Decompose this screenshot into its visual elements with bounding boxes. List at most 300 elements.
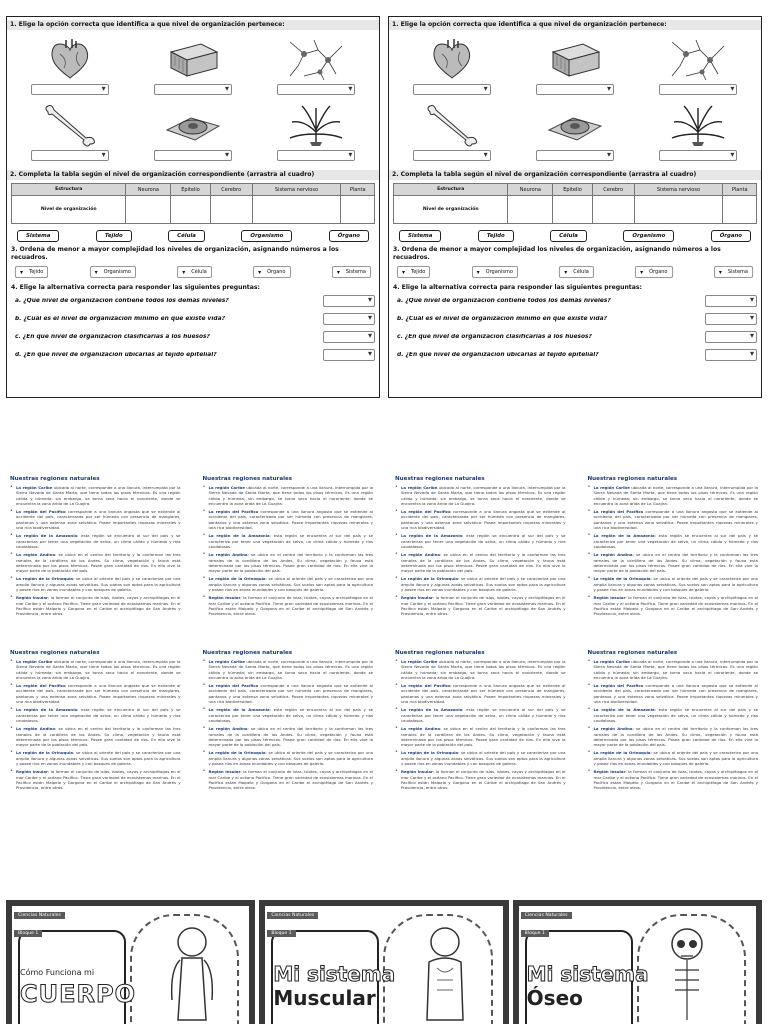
chip-tejido[interactable]: Tejido bbox=[478, 230, 514, 242]
bullet-icon: • bbox=[202, 706, 206, 713]
chip-organismo[interactable]: Organismo bbox=[241, 230, 292, 242]
cover-subject-tag: Ciencias Naturales bbox=[521, 912, 572, 919]
reading-paragraph bbox=[16, 533, 181, 549]
reading-paragraph bbox=[16, 552, 181, 573]
reading-item bbox=[588, 750, 759, 766]
dropdown-plant[interactable] bbox=[659, 150, 737, 161]
dropdown-plant[interactable] bbox=[277, 150, 355, 161]
question-text: c. ¿En qué nivel de organización clasificarías a los huesos? bbox=[397, 334, 592, 340]
region-name: La región Caribe bbox=[208, 659, 245, 664]
drop-cell[interactable] bbox=[723, 196, 757, 224]
table-header: Sistema nervioso bbox=[252, 184, 341, 196]
bullet-icon: • bbox=[202, 551, 206, 558]
order-select-organismo[interactable] bbox=[90, 266, 136, 278]
reading-paragraph bbox=[208, 576, 373, 592]
region-name: La región de la Amazonia bbox=[400, 707, 463, 713]
answer-dropdown-c[interactable] bbox=[323, 331, 375, 343]
bullet-icon: • bbox=[395, 484, 398, 490]
bullet-icon: • bbox=[395, 594, 398, 601]
order-select-celula[interactable] bbox=[559, 266, 594, 278]
bullet-icon: • bbox=[202, 768, 206, 775]
order-select-tejido[interactable] bbox=[397, 266, 430, 278]
question-text: b. ¿Cuál es el nivel de organización mínimo en que existe vida? bbox=[397, 316, 607, 322]
drop-cell[interactable] bbox=[252, 196, 341, 224]
reading-paragraph bbox=[401, 595, 566, 616]
chevron-down-icon: ▾ bbox=[336, 268, 340, 276]
dropdown-neurons[interactable] bbox=[659, 84, 737, 95]
reading-paragraph bbox=[16, 509, 181, 530]
cover-subtitle: Mi sistema bbox=[273, 962, 396, 986]
chip-organismo[interactable]: Organismo bbox=[623, 230, 674, 242]
reading-item bbox=[588, 683, 759, 704]
row-label: Nivel de organización bbox=[12, 196, 126, 224]
reading-card bbox=[199, 472, 378, 640]
reading-item bbox=[588, 595, 759, 616]
cover-block-tag: Bloque 1 bbox=[521, 930, 549, 937]
region-name: La región Andina bbox=[593, 552, 633, 558]
order-label: Sistema bbox=[345, 269, 366, 275]
answer-dropdown-a[interactable] bbox=[323, 295, 375, 307]
region-text: : esta región se encuentra al sur del país y se caracteriza por tener una vegetación de selva, un clima cálido y húmedo y ríos caudalosos. bbox=[400, 707, 566, 723]
reading-title: Nuestras regiones naturales bbox=[587, 476, 678, 482]
organization-table bbox=[393, 183, 757, 224]
region-name: La región de la Orinoquia bbox=[208, 750, 266, 756]
cover-block-tag: Bloque 1 bbox=[14, 930, 42, 937]
bullet-icon: • bbox=[395, 508, 398, 515]
region-text: : la forman el conjunto de islas, islotes, cayos y archipiélagos en el mar Caribe y el océano Pacífico. Tiene gran variedad de ecosistemas marinos. En el Pacífico están Malpelo y Gorgona en el Caribe el archipiélago de San Andrés y Providencia, entre otros. bbox=[593, 595, 759, 617]
reading-title: Nuestras regiones naturales bbox=[10, 650, 100, 656]
chevron-down-icon: ▾ bbox=[564, 268, 568, 276]
region-text: : se ubica al oriente del país y se caracteriza por una amplia llanura y algunas zonas selváticas. Sus suelos son aptos para la agricultura y posee ríos en zonas inundables y con bosques de galería. bbox=[593, 576, 758, 593]
reading-paragraph bbox=[16, 485, 181, 506]
region-text: : esta región se encuentra al sur del país y se caracteriza por tener una vegetación de selva, un clima cálido y húmedo y ríos caudalosos. bbox=[208, 707, 373, 723]
region-name: La región del Pacífico bbox=[15, 683, 66, 689]
drop-cell[interactable] bbox=[171, 196, 210, 224]
region-name: La región del Pacífico bbox=[400, 683, 451, 689]
region-text: corresponde a una llanura angosta que se extiende al occidente del país, caracterizada por ser húmeda con presencia de manglares, pantanos y una extensa zona selvática. Posee importantes riquezas minerales y una rica biodiversidad. bbox=[593, 683, 759, 705]
worksheet-row bbox=[6, 16, 762, 398]
region-text: : se ubica en el centro del territorio y la conforman las tres ramales de la cordillera de los Andes. Su clima, vegetación y fauna está determinada por los pisos térmicos. Posee gran cantidad de ríos. En ella vive la mayor parte de la población del país. bbox=[400, 726, 566, 748]
region-name: La región del Pacífico bbox=[208, 509, 259, 515]
region-text: : esta región se encuentra al sur del país y se caracteriza por tener una vegetación de selva, un clima cálido y húmedo y ríos caudalosos. bbox=[400, 533, 566, 549]
reading-item bbox=[395, 707, 566, 723]
cover-muscular bbox=[259, 900, 508, 1024]
region-name: Región Insular bbox=[593, 595, 626, 601]
bullet-icon: • bbox=[395, 575, 398, 582]
region-text: corresponde a una llanura angosta que se extiende al occidente del país, caracterizada por ser húmeda con presencia de manglares, pantanos y una extensa zona selvática. Posee importantes riquezas minerales y una rica biodiversidad. bbox=[208, 683, 374, 705]
region-text: : se ubica al oriente del país y se caracteriza por una amplia llanura y algunas zonas selváticas. Sus suelos son aptos para la agricultura y posee ríos en zonas inundables y con bosques de galería. bbox=[593, 750, 758, 767]
bullet-icon: • bbox=[10, 551, 13, 558]
reading-item bbox=[395, 576, 566, 592]
region-name: La región Andina bbox=[400, 552, 441, 558]
bullet-icon: • bbox=[587, 551, 591, 558]
bone-image bbox=[11, 102, 128, 148]
region-name: La región del Pacífico bbox=[15, 509, 66, 515]
reading-title: Nuestras regiones naturales bbox=[202, 476, 293, 482]
region-name: La región del Pacífico bbox=[400, 509, 451, 515]
reading-item bbox=[203, 485, 374, 506]
bullet-icon: • bbox=[395, 682, 398, 689]
region-text: : esta región se encuentra al sur del país y se caracteriza por tener una vegetación de selva, un clima cálido y húmedo y ríos caudalosos. bbox=[15, 533, 181, 549]
table-header: Planta bbox=[341, 184, 375, 196]
reading-paragraph bbox=[401, 485, 566, 506]
reading-item bbox=[395, 533, 566, 549]
reading-paragraph bbox=[208, 552, 373, 573]
bullet-icon: • bbox=[202, 575, 206, 582]
order-label: Órgano bbox=[267, 269, 286, 275]
reading-paragraph bbox=[401, 769, 566, 790]
region-text: ubicada al norte, corresponde a una llanura, interrumpida por la Sierra Nevada de Santa Marta, que tiene todos los pisos térmicos. Es una región cálida y húmeda; sin embargo, se torna seca hacia el nororiente, donde se encuentra la zona árida de La Guajira. bbox=[15, 659, 181, 680]
bullet-icon: • bbox=[587, 682, 591, 689]
region-name: La región Andina bbox=[208, 726, 248, 732]
bullet-icon: • bbox=[10, 532, 13, 539]
order-label: Organismo bbox=[485, 269, 513, 275]
reading-paragraph bbox=[593, 485, 758, 506]
region-name: La región del Pacífico bbox=[208, 683, 259, 689]
region-text: : se ubica al oriente del país y se caracteriza por una amplia llanura y algunas zonas selváticas. Sus suelos son aptos para la agricultura y posee ríos en zonas inundables y con bosques de galería. bbox=[15, 576, 181, 593]
chip-celula[interactable]: Célula bbox=[550, 230, 587, 242]
table-header: Planta bbox=[723, 184, 757, 196]
neurons-image bbox=[258, 36, 375, 82]
cover-block-tag: Bloque 1 bbox=[267, 930, 295, 937]
reading-item bbox=[203, 707, 374, 723]
bullet-icon: • bbox=[587, 768, 591, 775]
bullet-icon: • bbox=[587, 594, 591, 601]
order-select-organo[interactable] bbox=[635, 266, 672, 278]
drag-chips bbox=[399, 230, 751, 242]
region-name: La región de la Amazonia bbox=[593, 707, 655, 713]
neurons-image bbox=[640, 36, 757, 82]
bullet-icon: • bbox=[202, 658, 206, 664]
order-row bbox=[15, 266, 371, 278]
reading-item bbox=[10, 707, 181, 723]
drop-cell[interactable] bbox=[508, 196, 553, 224]
chip-tejido[interactable]: Tejido bbox=[96, 230, 132, 242]
body-outline-figure bbox=[162, 920, 222, 1024]
drop-cell[interactable] bbox=[592, 196, 634, 224]
answer-dropdown-a[interactable] bbox=[705, 295, 757, 307]
worksheet-left bbox=[6, 16, 380, 398]
reading-paragraph bbox=[208, 726, 373, 747]
table-header: Cerebro bbox=[210, 184, 252, 196]
bullet-icon: • bbox=[10, 706, 13, 713]
region-name: La región de la Orinoquia bbox=[400, 750, 459, 756]
reading-paragraph bbox=[208, 683, 373, 704]
dropdown-bone[interactable] bbox=[31, 150, 109, 161]
region-text: : esta región se encuentra al sur del país y se caracteriza por tener una vegetación de selva, un clima cálido y húmedo y ríos caudalosos. bbox=[593, 707, 758, 723]
question-4-title: 4. Elige la alternativa correcta para responder las siguientes preguntas: bbox=[393, 284, 642, 291]
muscle-figure bbox=[415, 920, 475, 1024]
drop-cell[interactable] bbox=[341, 196, 375, 224]
reading-paragraph bbox=[401, 707, 566, 723]
bullet-icon: • bbox=[202, 682, 206, 689]
reading-paragraph bbox=[208, 485, 373, 506]
chip-organo[interactable]: Órgano bbox=[711, 230, 751, 242]
region-name: Región Insular bbox=[208, 595, 241, 601]
reading-paragraph bbox=[208, 750, 373, 766]
chip-sistema[interactable]: Sistema bbox=[17, 230, 59, 242]
plant-image bbox=[640, 102, 757, 148]
question-text: c. ¿En qué nivel de organización clasificarías a los huesos? bbox=[15, 334, 210, 340]
region-text: : esta región se encuentra al sur del país y se caracteriza por tener una vegetación de selva, un clima cálido y húmedo y ríos caudalosos. bbox=[15, 707, 181, 723]
order-select-tejido[interactable] bbox=[15, 266, 48, 278]
cell-image bbox=[134, 102, 251, 148]
order-label: Tejido bbox=[29, 269, 44, 275]
reading-paragraph bbox=[593, 595, 758, 616]
question-text: b. ¿Cuál es el nivel de organización mínimo en que existe vida? bbox=[15, 316, 225, 322]
order-select-sistema[interactable] bbox=[332, 266, 371, 278]
reading-item bbox=[203, 576, 374, 592]
bullet-icon: • bbox=[395, 658, 398, 664]
answer-dropdown-d[interactable] bbox=[705, 349, 757, 361]
region-text: : se ubica en el centro del territorio y la conforman las tres ramales de la cordillera de los Andes. Su clima, vegetación y fauna está determinada por los pisos térmicos. Posee gran cantidad de ríos. En ella vive la mayor parte de la población del país. bbox=[400, 552, 566, 574]
region-name: La región Andina bbox=[15, 552, 56, 558]
reading-item bbox=[203, 595, 374, 616]
reading-item bbox=[395, 509, 566, 530]
reading-item bbox=[588, 576, 759, 592]
reading-item bbox=[395, 769, 566, 790]
reading-item bbox=[395, 659, 566, 680]
region-name: La región de la Orinoquia bbox=[593, 576, 651, 582]
plant-image bbox=[258, 102, 375, 148]
tissue-image bbox=[516, 36, 633, 82]
reading-paragraph bbox=[16, 707, 181, 723]
region-name: La región Caribe bbox=[208, 485, 245, 490]
reading-paragraph bbox=[593, 707, 758, 723]
reading-paragraph bbox=[16, 726, 181, 747]
organization-table bbox=[11, 183, 375, 224]
region-text: : la forman el conjunto de islas, islotes, cayos y archipiélagos en el mar Caribe y el océano Pacífico. Tiene gran variedad de ecosistemas marinos. En el Pacífico están Malpelo y Gorgona en el Caribe el archipiélago de San Andrés y Providencia, entre otros. bbox=[593, 769, 759, 791]
answer-dropdown-c[interactable] bbox=[705, 331, 757, 343]
heart-image bbox=[393, 36, 510, 82]
region-text: : la forman el conjunto de islas, islotes, cayos y archipiélagos en el mar Caribe y el océano Pacífico. Tiene gran variedad de ecosistemas marinos. En el Pacífico están Malpelo y Gorgona en el Caribe el archipiélago de San Andrés y Providencia, entre otros. bbox=[15, 769, 181, 791]
bullet-icon: • bbox=[10, 682, 13, 689]
order-select-organo[interactable] bbox=[253, 266, 290, 278]
reading-title: Nuestras regiones naturales bbox=[10, 476, 100, 482]
region-text: ubicada al norte, corresponde a una llanura, interrumpida por la Sierra Nevada de Santa Marta, que tiene todos los pisos térmicos. Es una región cálida y húmeda; sin embargo, se torna seca hacia el nororiente, donde se encuentra la zona árida de La Guajira. bbox=[208, 485, 373, 506]
reading-paragraph bbox=[16, 769, 181, 790]
drop-cell[interactable] bbox=[553, 196, 592, 224]
region-name: Región Insular bbox=[208, 769, 241, 775]
region-text: corresponde a una llanura angosta que se extiende al occidente del país, caracterizada por ser húmeda con presencia de manglares, pantanos y una extensa zona selvática. Posee importantes riquezas minerales y una rica biodiversidad. bbox=[15, 683, 181, 705]
region-name: La región de la Orinoquia bbox=[208, 576, 266, 582]
reading-item bbox=[395, 750, 566, 766]
bullet-icon: • bbox=[10, 575, 13, 582]
bullet-icon: • bbox=[587, 749, 591, 756]
question-text: d. ¿En qué nivel de organización ubicarías al tejido epitelial? bbox=[15, 352, 217, 358]
cover-oseo bbox=[513, 900, 762, 1024]
answer-dropdown-b[interactable] bbox=[323, 313, 375, 325]
region-name: La región Caribe bbox=[400, 485, 438, 490]
order-label: Organismo bbox=[103, 269, 131, 275]
question-text: d. ¿En qué nivel de organización ubicarías al tejido epitelial? bbox=[397, 352, 599, 358]
region-text: : esta región se encuentra al sur del país y se caracteriza por tener una vegetación de selva, un clima cálido y húmedo y ríos caudalosos. bbox=[593, 533, 758, 549]
chevron-down-icon: ▾ bbox=[258, 268, 262, 276]
reading-item bbox=[588, 659, 759, 680]
reading-item bbox=[588, 552, 759, 573]
drop-cell[interactable] bbox=[126, 196, 171, 224]
region-name: Región Insular bbox=[400, 595, 433, 601]
order-select-organismo[interactable] bbox=[472, 266, 518, 278]
chip-sistema[interactable]: Sistema bbox=[399, 230, 441, 242]
table-header: Cerebro bbox=[592, 184, 634, 196]
reading-item bbox=[395, 683, 566, 704]
order-select-sistema[interactable] bbox=[714, 266, 753, 278]
cover-subtitle: Mi sistema bbox=[526, 962, 649, 986]
dropdown-heart[interactable] bbox=[31, 84, 109, 95]
reading-paragraph bbox=[16, 750, 181, 766]
table-header: Epitelio bbox=[553, 184, 592, 196]
reading-paragraph bbox=[401, 750, 566, 766]
reading-item bbox=[203, 659, 374, 680]
bullet-icon: • bbox=[202, 508, 206, 515]
reading-paragraph bbox=[16, 595, 181, 616]
question-b bbox=[393, 310, 757, 328]
question-text: a. ¿Qué nivel de organización contiene todos los demás niveles? bbox=[15, 298, 229, 304]
region-text: : se ubica en el centro del territorio y la conforman las tres ramales de la cordillera de los Andes. Su clima, vegetación y fauna está determinada por los pisos térmicos. Posee gran cantidad de ríos. En ella vive la mayor parte de la población del país. bbox=[15, 552, 181, 574]
table-header: Neurona bbox=[508, 184, 553, 196]
region-text: : se ubica en el centro del territorio y la conforman las tres ramales de la cordillera de los Andes. Su clima, vegetación y fauna está determinada por los pisos térmicos. Posee gran cantidad de ríos. En ella vive la mayor parte de la población del país. bbox=[208, 552, 373, 574]
answer-dropdown-d[interactable] bbox=[323, 349, 375, 361]
reading-title: Nuestras regiones naturales bbox=[395, 650, 485, 656]
region-name: La región Caribe bbox=[593, 485, 630, 490]
reading-item bbox=[203, 533, 374, 549]
bullet-icon: • bbox=[587, 532, 591, 539]
question-d bbox=[11, 346, 375, 364]
reading-item bbox=[10, 576, 181, 592]
region-text: ubicada al norte, corresponde a una llanura, interrumpida por la Sierra Nevada de Santa Marta, que tiene todos los pisos térmicos. Es una región cálida y húmeda; sin embargo, se torna seca hacia el nororiente, donde se encuentra la zona árida de La Guajira. bbox=[208, 659, 373, 680]
question-3-title: 3. Ordena de menor a mayor complejidad los niveles de organización, asignando números a los recuadros. bbox=[393, 246, 721, 261]
question-text: a. ¿Qué nivel de organización contiene todos los demás niveles? bbox=[397, 298, 611, 304]
reading-item bbox=[588, 509, 759, 530]
reading-item bbox=[588, 485, 759, 506]
region-text: : se ubica en el centro del territorio y la conforman las tres ramales de la cordillera de los Andes. Su clima, vegetación y fauna está determinada por los pisos térmicos. Posee gran cantidad de ríos. En ella vive la mayor parte de la población del país. bbox=[593, 726, 758, 748]
reading-title: Nuestras regiones naturales bbox=[202, 650, 293, 656]
reading-paragraph bbox=[208, 509, 373, 530]
region-text: : se ubica al oriente del país y se caracteriza por una amplia llanura y algunas zonas selváticas. Sus suelos son aptos para la agricultura y posee ríos en zonas inundables y con bosques de galería. bbox=[15, 750, 181, 767]
region-text: : se ubica en el centro del territorio y la conforman las tres ramales de la cordillera de los Andes. Su clima, vegetación y fauna está determinada por los pisos térmicos. Posee gran cantidad de ríos. En ella vive la mayor parte de la población del país. bbox=[593, 552, 758, 574]
cover-title: Muscular bbox=[273, 986, 376, 1010]
bullet-icon: • bbox=[10, 658, 13, 664]
region-text: corresponde a una llanura angosta que se extiende al occidente del país, caracterizada por ser húmeda con presencia de manglares, pantanos y una extensa zona selvática. Posee importantes riquezas minerales y una rica biodiversidad. bbox=[400, 683, 566, 705]
reading-paragraph bbox=[401, 533, 566, 549]
reading-item bbox=[10, 659, 181, 680]
bullet-icon: • bbox=[395, 706, 398, 713]
reading-item bbox=[395, 485, 566, 506]
reading-item bbox=[203, 683, 374, 704]
bullet-icon: • bbox=[395, 551, 398, 558]
table-header: Epitelio bbox=[171, 184, 210, 196]
chevron-down-icon: ▾ bbox=[640, 268, 644, 276]
reading-paragraph bbox=[401, 509, 566, 530]
reading-item bbox=[203, 726, 374, 747]
reading-item bbox=[10, 595, 181, 616]
drop-cell[interactable] bbox=[634, 196, 723, 224]
region-text: corresponde a una llanura angosta que se extiende al occidente del país, caracterizada por ser húmeda con presencia de manglares, pantanos y una extensa zona selvática. Posee importantes riquezas minerales y una rica biodiversidad. bbox=[400, 509, 566, 531]
question-3-title: 3. Ordena de menor a mayor complejidad los niveles de organización, asignando números a los recuadros. bbox=[11, 246, 339, 261]
dropdown-tissue[interactable] bbox=[154, 84, 232, 95]
order-label: Célula bbox=[573, 269, 589, 275]
answer-dropdown-b[interactable] bbox=[705, 313, 757, 325]
bullet-icon: • bbox=[587, 658, 591, 664]
dropdown-tissue[interactable] bbox=[536, 84, 614, 95]
bullet-icon: • bbox=[202, 749, 206, 756]
region-name: La región de la Orinoquia bbox=[15, 576, 74, 582]
dropdown-neurons[interactable] bbox=[277, 84, 355, 95]
region-text: ubicada al norte, corresponde a una llanura, interrumpida por la Sierra Nevada de Santa Marta, que tiene todos los pisos térmicos. Es una región cálida y húmeda; sin embargo, se torna seca hacia el nororiente, donde se encuentra la zona árida de La Guajira. bbox=[593, 659, 758, 680]
dropdown-bone[interactable] bbox=[413, 150, 491, 161]
region-text: ubicada al norte, corresponde a una llanura, interrumpida por la Sierra Nevada de Santa Marta, que tiene todos los pisos térmicos. Es una región cálida y húmeda; sin embargo, se torna seca hacia el nororiente, donde se encuentra la zona árida de La Guajira. bbox=[593, 485, 758, 506]
region-text: corresponde a una llanura angosta que se extiende al occidente del país, caracterizada por ser húmeda con presencia de manglares, pantanos y una extensa zona selvática. Posee importantes riquezas minerales y una rica biodiversidad. bbox=[15, 509, 181, 531]
reading-paragraph bbox=[401, 552, 566, 573]
region-text: : se ubica al oriente del país y se caracteriza por una amplia llanura y algunas zonas selváticas. Sus suelos son aptos para la agricultura y posee ríos en zonas inundables y con bosques de galería. bbox=[400, 750, 566, 767]
region-text: : la forman el conjunto de islas, islotes, cayos y archipiélagos en el mar Caribe y el océano Pacífico. Tiene gran variedad de ecosistemas marinos. En el Pacífico están Malpelo y Gorgona en el Caribe el archipiélago de San Andrés y Providencia, entre otros. bbox=[400, 769, 566, 791]
region-name: La región de la Orinoquia bbox=[400, 576, 459, 582]
reading-paragraph bbox=[16, 683, 181, 704]
order-label: Tejido bbox=[411, 269, 426, 275]
region-text: : se ubica al oriente del país y se caracteriza por una amplia llanura y algunas zonas selváticas. Sus suelos son aptos para la agricultura y posee ríos en zonas inundables y con bosques de galería. bbox=[208, 750, 373, 767]
chip-celula[interactable]: Célula bbox=[168, 230, 205, 242]
cover-title: CUERPO bbox=[20, 980, 136, 1008]
region-text: corresponde a una llanura angosta que se extiende al occidente del país, caracterizada por ser húmeda con presencia de manglares, pantanos y una extensa zona selvática. Posee importantes riquezas minerales y una rica biodiversidad. bbox=[208, 509, 374, 531]
bullet-icon: • bbox=[395, 749, 398, 756]
reading-paragraph bbox=[593, 769, 758, 790]
region-text: : se ubica al oriente del país y se caracteriza por una amplia llanura y algunas zonas selváticas. Sus suelos son aptos para la agricultura y posee ríos en zonas inundables y con bosques de galería. bbox=[400, 576, 566, 593]
order-label: Célula bbox=[191, 269, 207, 275]
region-name: La región del Pacífico bbox=[593, 509, 644, 515]
reading-item bbox=[588, 533, 759, 549]
region-text: : se ubica al oriente del país y se caracteriza por una amplia llanura y algunas zonas selváticas. Sus suelos son aptos para la agricultura y posee ríos en zonas inundables y con bosques de galería. bbox=[208, 576, 373, 593]
reading-item bbox=[10, 509, 181, 530]
dropdown-cell[interactable] bbox=[154, 150, 232, 161]
reading-paragraph bbox=[593, 552, 758, 573]
region-text: ubicada al norte, corresponde a una llanura, interrumpida por la Sierra Nevada de Santa Marta, que tiene todos los pisos térmicos. Es una región cálida y húmeda; sin embargo, se torna seca hacia el nororiente, donde se encuentra la zona árida de La Guajira. bbox=[400, 485, 566, 506]
table-header: Sistema nervioso bbox=[634, 184, 723, 196]
reading-item bbox=[588, 707, 759, 723]
bullet-icon: • bbox=[10, 749, 13, 756]
chevron-down-icon: ▾ bbox=[476, 268, 480, 276]
bullet-icon: • bbox=[202, 532, 206, 539]
bone-image bbox=[393, 102, 510, 148]
reading-item bbox=[203, 750, 374, 766]
dropdown-heart[interactable] bbox=[413, 84, 491, 95]
region-name: La región de la Orinoquia bbox=[593, 750, 651, 756]
question-a bbox=[393, 292, 757, 310]
region-text: : se ubica en el centro del territorio y la conforman las tres ramales de la cordillera de los Andes. Su clima, vegetación y fauna está determinada por los pisos térmicos. Posee gran cantidad de ríos. En ella vive la mayor parte de la población del país. bbox=[208, 726, 373, 748]
reading-paragraph bbox=[401, 659, 566, 680]
region-name: La región Caribe bbox=[15, 485, 53, 490]
region-name: La región de la Orinoquia bbox=[15, 750, 74, 756]
bullet-icon: • bbox=[202, 594, 206, 601]
order-select-celula[interactable] bbox=[177, 266, 212, 278]
region-name: Región Insular bbox=[15, 769, 48, 775]
cover-frame bbox=[18, 930, 126, 1024]
chevron-down-icon: ▾ bbox=[182, 268, 186, 276]
heart-image bbox=[11, 36, 128, 82]
reading-item bbox=[203, 509, 374, 530]
region-text: : la forman el conjunto de islas, islotes, cayos y archipiélagos en el mar Caribe y el océano Pacífico. Tiene gran variedad de ecosistemas marinos. En el Pacífico están Malpelo y Gorgona en el Caribe el archipiélago de San Andrés y Providencia, entre otros. bbox=[208, 595, 374, 617]
chip-organo[interactable]: Órgano bbox=[329, 230, 369, 242]
reading-item bbox=[395, 552, 566, 573]
drop-cell[interactable] bbox=[210, 196, 252, 224]
reading-paragraph bbox=[593, 659, 758, 680]
reading-item bbox=[395, 595, 566, 616]
bullet-icon: • bbox=[587, 706, 591, 713]
region-name: Región Insular bbox=[593, 769, 626, 775]
cover-subject-tag: Ciencias Naturales bbox=[14, 912, 65, 919]
dropdown-cell[interactable] bbox=[536, 150, 614, 161]
region-name: La región Andina bbox=[400, 726, 441, 732]
